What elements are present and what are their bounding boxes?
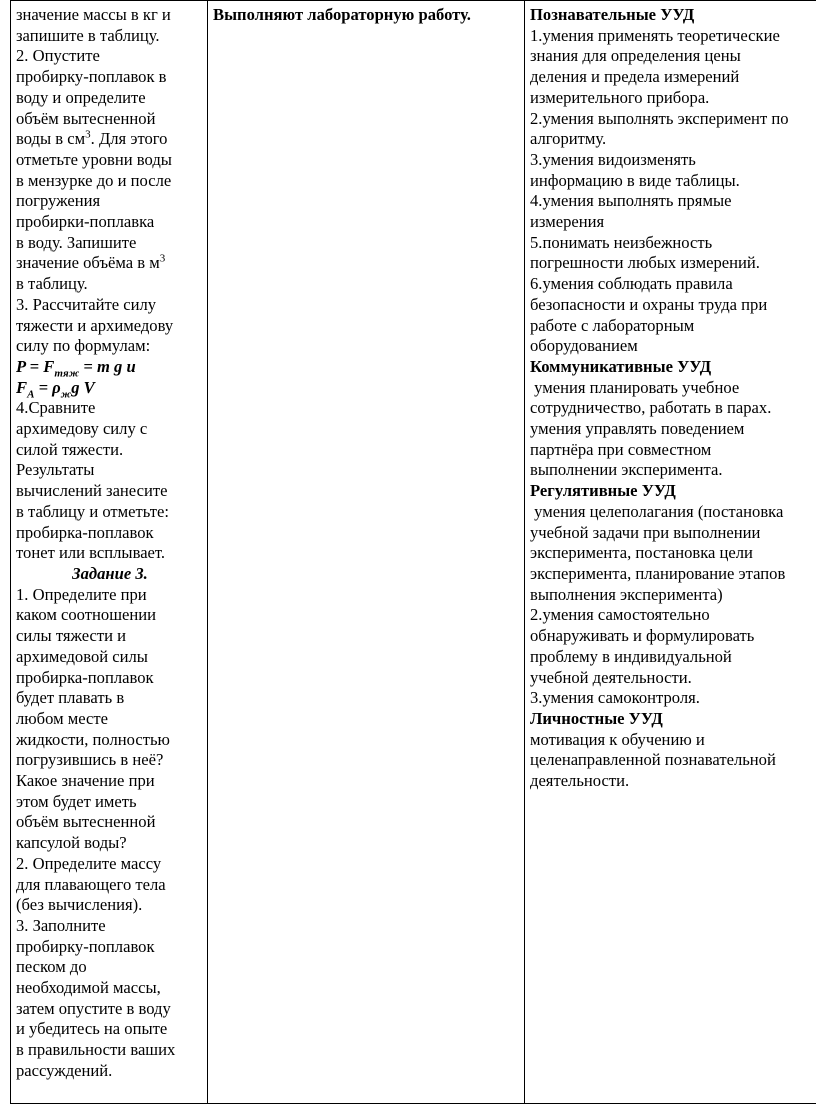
text-line: умения целеполагания (постановка xyxy=(530,501,784,521)
text-line: 2. Определите массу xyxy=(16,853,162,873)
text-line: Какое значение при xyxy=(16,771,155,791)
text-line: песком до xyxy=(16,957,87,977)
text-line: объём вытесненной xyxy=(16,812,156,832)
text-line: погрешности любых измерений. xyxy=(530,253,760,273)
text-line: 3. Заполните xyxy=(16,915,106,935)
text-line: погружения xyxy=(16,191,101,211)
text-line: целенаправленной познавательной xyxy=(530,750,776,770)
section-heading-personal: Личностные УУД xyxy=(530,708,663,728)
text-line: пробирки-поплавка xyxy=(16,212,155,232)
text-line: вычислений занесите xyxy=(16,481,168,501)
text-line: рассуждений. xyxy=(16,1060,113,1080)
text-line: каком соотношении xyxy=(16,605,156,625)
text-line: измерительного прибора. xyxy=(530,87,710,107)
text-line: эксперимента, постановка цели xyxy=(530,543,753,563)
text-line: учебной деятельности. xyxy=(530,667,692,687)
text-line: воду и определите xyxy=(16,87,146,107)
text-line: 4.умения выполнять прямые xyxy=(530,191,732,211)
table-row xyxy=(11,1,816,1104)
text-line: сотрудничество, работать в парах. xyxy=(530,398,772,418)
text-line: пробирка-поплавок xyxy=(16,667,154,687)
text-line: запишите в таблицу. xyxy=(16,25,160,45)
text-line: необходимой массы, xyxy=(16,978,161,998)
text-line: деятельности. xyxy=(530,771,630,791)
learning-outcomes-cell xyxy=(525,1,816,1104)
text-line: в воду. Запишите xyxy=(16,232,137,252)
text-line: пробирку-поплавок xyxy=(16,936,155,956)
text-line: обнаруживать и формулировать xyxy=(530,626,755,646)
text-line: этом будет иметь xyxy=(16,791,137,811)
instructions-cell xyxy=(11,1,208,1104)
text-line: тонет или всплывает. xyxy=(16,543,166,563)
text-line: тяжести и архимедову xyxy=(16,315,174,335)
text-line: (без вычисления). xyxy=(16,895,143,915)
text-line: объём вытесненной xyxy=(16,108,156,128)
text-line: безопасности и охраны труда при xyxy=(530,294,768,314)
text-line-volume-cm: воды в $см^3$. Для этого xyxy=(16,128,168,149)
text-line: алгоритму. xyxy=(530,129,607,149)
text-line: партнёра при совместном xyxy=(530,439,712,459)
student-activity-cell xyxy=(208,1,525,1104)
text-line: для плавающего тела xyxy=(16,874,166,894)
text-line: проблему в индивидуальной xyxy=(530,646,732,666)
text-line: информацию в виде таблицы. xyxy=(530,170,740,190)
text-line: мотивация к обучению и xyxy=(530,729,705,749)
text-line: умения планировать учебное xyxy=(530,377,740,397)
text-line: пробирка-поплавок xyxy=(16,522,154,542)
text-line: 2. Опустите xyxy=(16,46,100,66)
text-line: работе с лабораторным xyxy=(530,315,695,335)
formula-gravity: $P = F_{тяж} = m$ g и xyxy=(16,356,136,380)
text-line: 1.умения применять теоретические xyxy=(530,25,780,45)
task-heading: Задание 3. xyxy=(72,563,148,583)
section-heading-regulatory: Регулятивные УУД xyxy=(530,481,676,501)
text-line: 3.умения самоконтроля. xyxy=(530,688,700,708)
text-line: 2.умения самостоятельно xyxy=(530,605,710,625)
lesson-table xyxy=(10,0,816,1104)
text-line: в мензурке до и после xyxy=(16,170,172,190)
text-line-volume-m: значение объёма в $м^3$ xyxy=(16,252,166,273)
text-line: в правильности ваших xyxy=(16,1040,176,1060)
text-line: учебной задачи при выполнении xyxy=(530,522,761,542)
text-line: 3. Рассчитайте силу xyxy=(16,294,157,314)
text-line: 1. Определите при xyxy=(16,584,147,604)
text-line: умения управлять поведением xyxy=(530,419,745,439)
text-line: погрузившись в неё? xyxy=(16,750,164,770)
text-line: эксперимента, планирование этапов xyxy=(530,563,786,583)
text-line: 3.умения видоизменять xyxy=(530,149,696,169)
text-line: 5.понимать неизбежность xyxy=(530,232,713,252)
text-line: отметьте уровни воды xyxy=(16,149,172,169)
text-line: архимедовой силы xyxy=(16,646,148,666)
text-line: деления и предела измерений xyxy=(530,67,740,87)
text-line: силой тяжести. xyxy=(16,439,124,459)
text-line: значение массы в кг и xyxy=(16,5,171,24)
text-line: выполнении эксперимента. xyxy=(530,460,723,480)
section-heading-communicative: Коммуникативные УУД xyxy=(530,356,712,376)
text-line: будет плавать в xyxy=(16,688,125,708)
section-heading-cognitive: Познавательные УУД xyxy=(530,5,695,24)
text-line: знания для определения цены xyxy=(530,46,741,66)
text-line: и убедитесь на опыте xyxy=(16,1019,168,1039)
text-line: 2.умения выполнять эксперимент по xyxy=(530,108,789,128)
text-line: Результаты xyxy=(16,460,95,480)
text-line: пробирку-поплавок в xyxy=(16,67,167,87)
text-line: капсулой воды? xyxy=(16,833,127,853)
text-line: жидкости, полностью xyxy=(16,729,170,749)
text-line: 4.Сравните xyxy=(16,398,96,418)
text-line: силу по формулам: xyxy=(16,336,151,356)
formula-archimedes: $F_A = \rho_жg$ V xyxy=(16,377,95,400)
text-line: в таблицу и отметьте: xyxy=(16,501,169,521)
text-line: оборудованием xyxy=(530,336,638,356)
text-line: любом месте xyxy=(16,708,109,728)
text-line: силы тяжести и xyxy=(16,626,127,646)
text-line: измерения xyxy=(530,212,605,232)
text-line: выполнения эксперимента) xyxy=(530,584,723,604)
text-line: в таблицу. xyxy=(16,274,88,294)
student-activity-text: Выполняют лабораторную работу. xyxy=(213,5,471,24)
instructions-intro xyxy=(16,5,204,1082)
text-line: архимедову силу с xyxy=(16,419,148,439)
text-line: 6.умения соблюдать правила xyxy=(530,274,733,294)
text-line: затем опустите в воду xyxy=(16,998,171,1018)
